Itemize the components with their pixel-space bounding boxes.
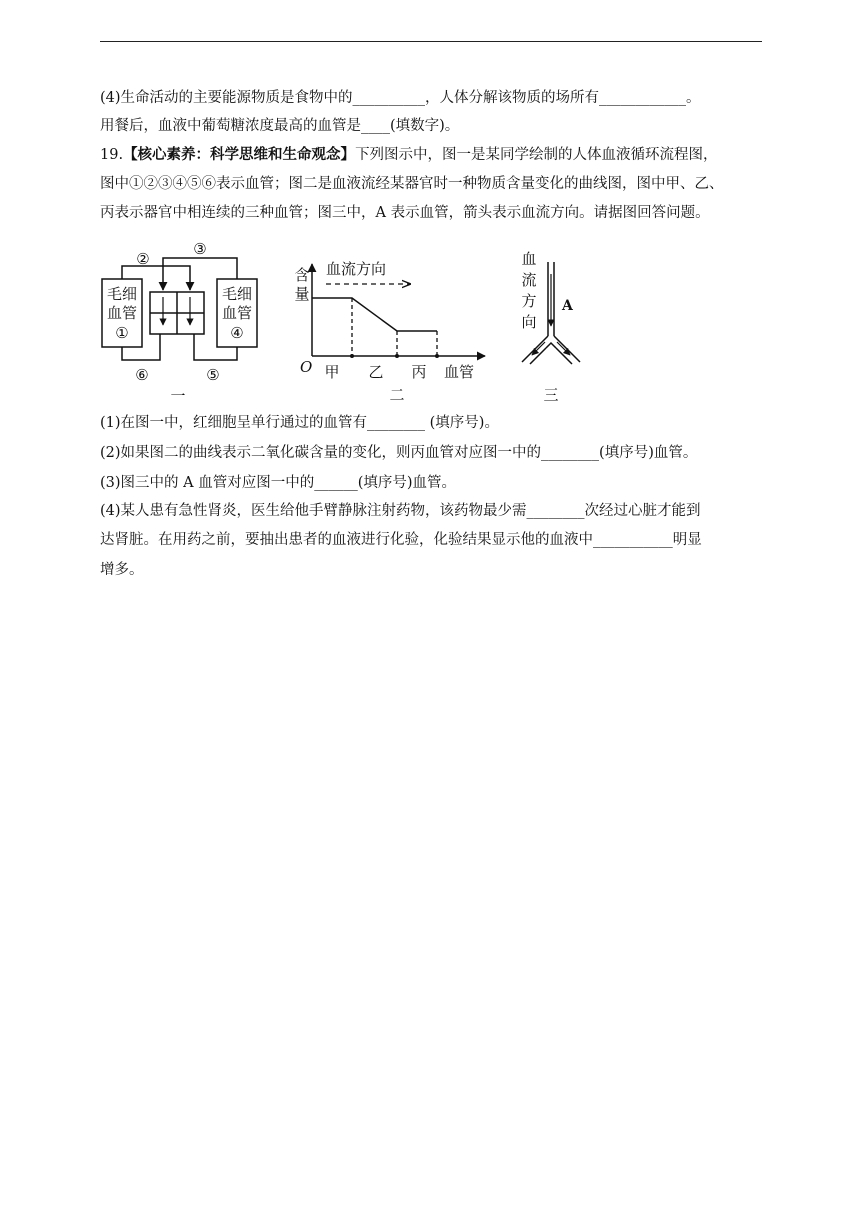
figure-2-content-curve bbox=[290, 250, 490, 406]
figure-3-caption: 三 bbox=[543, 386, 559, 404]
figure-3-vessel-branch bbox=[510, 244, 590, 406]
label-3: ③ bbox=[193, 240, 207, 258]
flow-text-4: 向 bbox=[521, 313, 537, 331]
label-6: ⑥ bbox=[135, 366, 149, 384]
y-label-1: 含 bbox=[294, 266, 310, 284]
q19-question-4-line2: 达肾脏。在用药之前，要抽出患者的血液进行化验，化验结果显示他的血液中___________明显 bbox=[100, 532, 702, 548]
q19-question-1: (1)在图一中，红细胞呈单行通过的血管有________ (填序号)。 bbox=[100, 415, 499, 431]
q19-question-3: (3)图三中的 A 血管对应图一中的______(填序号)血管。 bbox=[100, 475, 457, 491]
content-curve bbox=[312, 298, 437, 331]
x-label-yi: 乙 bbox=[368, 363, 384, 381]
q19-question-2: (2)如果图二的曲线表示二氧化碳含量的变化，则丙血管对应图一中的________(填序号)血管。 bbox=[100, 445, 698, 461]
x-label-vessel: 血管 bbox=[443, 363, 475, 381]
left-box-text-2: 血管 bbox=[106, 304, 138, 322]
label-2: ② bbox=[136, 250, 150, 268]
q19-number: 19. bbox=[100, 147, 124, 163]
q18-part4-line2: 用餐后，血液中葡萄糖浓度最高的血管是____(填数字)。 bbox=[100, 118, 460, 134]
tick-dot-2 bbox=[395, 354, 399, 358]
right-box-text-2: 血管 bbox=[221, 304, 253, 322]
heart-box bbox=[150, 292, 204, 334]
flow-text-1: 血 bbox=[521, 250, 537, 268]
header-rule bbox=[100, 41, 762, 42]
origin-label: O bbox=[300, 358, 313, 376]
figure-1-circulation-diagram bbox=[96, 236, 276, 406]
x-label-bing: 丙 bbox=[411, 363, 427, 381]
flow-text-2: 流 bbox=[521, 271, 537, 289]
tick-dot-1 bbox=[350, 354, 354, 358]
q19-intro-text: 下列图示中，图一是某同学绘制的人体血液循环流程图， bbox=[355, 147, 718, 163]
x-label-jia: 甲 bbox=[324, 363, 340, 381]
figure-2-caption: 二 bbox=[389, 386, 405, 404]
q19-question-4-line1: (4)某人患有急性肾炎，医生给他手臂静脉注射药物，该药物最少需________次经过心脏才能到 bbox=[100, 503, 701, 519]
figure-1-caption: 一 bbox=[170, 387, 186, 405]
label-a: A bbox=[562, 298, 573, 314]
left-box-text-3: ① bbox=[115, 324, 129, 342]
tick-dot-3 bbox=[435, 354, 439, 358]
right-box-text-1: 毛细 bbox=[221, 285, 253, 303]
flow-direction-label: 血流方向 bbox=[326, 260, 387, 278]
q19-intro-line3: 丙表示器官中相连续的三种血管；图三中，A 表示血管，箭头表示血流方向。请据图回答问题。 bbox=[100, 205, 710, 221]
y-label-2: 量 bbox=[294, 285, 310, 303]
right-box-text-3: ④ bbox=[230, 324, 244, 342]
q19-intro-line2: 图中①②③④⑤⑥表示血管；图二是血液流经某器官时一种物质含量变化的曲线图，图中甲、乙、 bbox=[100, 176, 724, 192]
label-5: ⑤ bbox=[206, 366, 220, 384]
q19-question-4-line3: 增多。 bbox=[100, 562, 144, 578]
q19-intro-line1 bbox=[100, 145, 764, 165]
flow-text-3: 方 bbox=[521, 292, 537, 310]
left-box-text-1: 毛细 bbox=[106, 285, 138, 303]
q19-tag: 【核心素养：科学思维和生命观念】 bbox=[123, 146, 356, 163]
q18-part4-line1: (4)生命活动的主要能源物质是食物中的__________，人体分解该物质的场所有____________。 bbox=[100, 90, 701, 106]
